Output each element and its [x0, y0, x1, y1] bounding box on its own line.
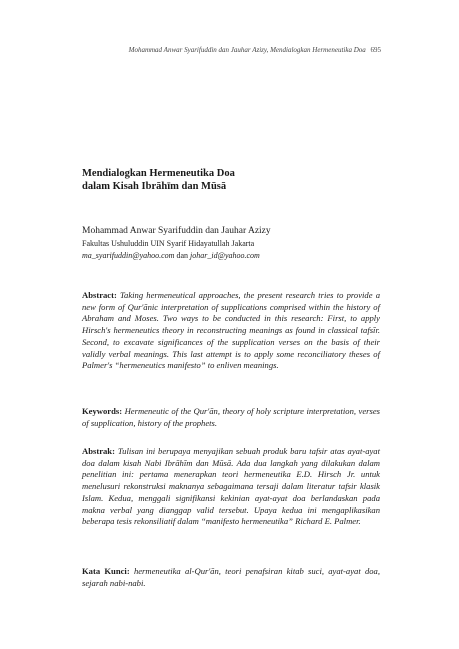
keywords-en-label: Keywords:	[82, 406, 123, 416]
running-header	[129, 46, 381, 54]
author-emails	[82, 250, 382, 261]
abstract-id-text: Tulisan ini berupaya menyajikan sebuah produk baru tafsir atas ayat-ayat doa dalam kisah Nabi Ibrāhīm dan Mūsā. Ada dua langkah yang dilakukan dalam penelitian ini: pertama menerapkan teori hermeneutika E.D. Hirsch Jr. untuk menelusuri rekonstruksi maknanya sebagaimana tersaji dalam literatur tafsir klasik Islam. Kedua, menggali signifikansi kekinian ayat-ayat doa berlandaskan pada makna verbal yang dianggap valid tersebut. Upaya kedua ini mengaplikasikan beberapa tesis rekonsiliatif dalam “manifesto hermeneutika” Richard E. Palmer.	[82, 446, 380, 527]
abstract-en-label: Abstract:	[82, 290, 117, 300]
abstract-english	[82, 290, 380, 372]
article-title	[82, 167, 382, 193]
running-header-text: Mohammad Anwar Syarifuddin dan Jauhar Azizy, Mendialogkan Hermeneutika Doa	[128, 46, 366, 54]
email-link-1[interactable]: ma_syarifuddin@yahoo.com	[82, 251, 175, 260]
keywords-id-label: Kata Kunci:	[82, 566, 130, 576]
abstract-id-label: Abstrak:	[82, 446, 115, 456]
email-connector: dan	[174, 251, 191, 260]
page-number: 695	[370, 46, 381, 54]
keywords-id-text: hermeneutika al-Qur'ān, teori penafsiran kitab suci, ayat-ayat doa, sejarah nabi-nabi.	[82, 566, 380, 588]
title-line-2: dalam Kisah Ibrāhīm dan Mūsā	[82, 181, 227, 192]
abstract-en-text: Taking hermeneutical approaches, the present research tries to provide a new form of Qur'ānic interpretation of supplications comprised within the history of Abraham and Moses. Two ways to be conducted in this research: First, to apply Hirsch's hermeneutics theory in reconstructing meanings as found in classical tafsīr. Second, to excavate significances of the supplication verses on the basis of their validly verbal meanings. This last attempt is to apply some reconciliatory theses of Palmer's “hermeneutics manifesto” to enliven meanings.	[82, 290, 380, 371]
abstract-indonesian	[82, 446, 380, 528]
author-names: Mohammad Anwar Syarifuddin dan Jauhar Azizy	[82, 226, 271, 236]
author-affiliation: Fakultas Ushuluddin UIN Syarif Hidayatullah Jakarta	[82, 239, 255, 248]
keywords-indonesian	[82, 566, 380, 589]
email-link-2[interactable]: johar_id@yahoo.com	[190, 251, 260, 260]
keywords-en-text: Hermeneutic of the Qur'ān, theory of holy scripture interpretation, verses of supplication, history of the prophets.	[82, 406, 380, 428]
title-line-1: Mendialogkan Hermeneutika Doa	[82, 168, 235, 179]
keywords-english	[82, 406, 380, 429]
